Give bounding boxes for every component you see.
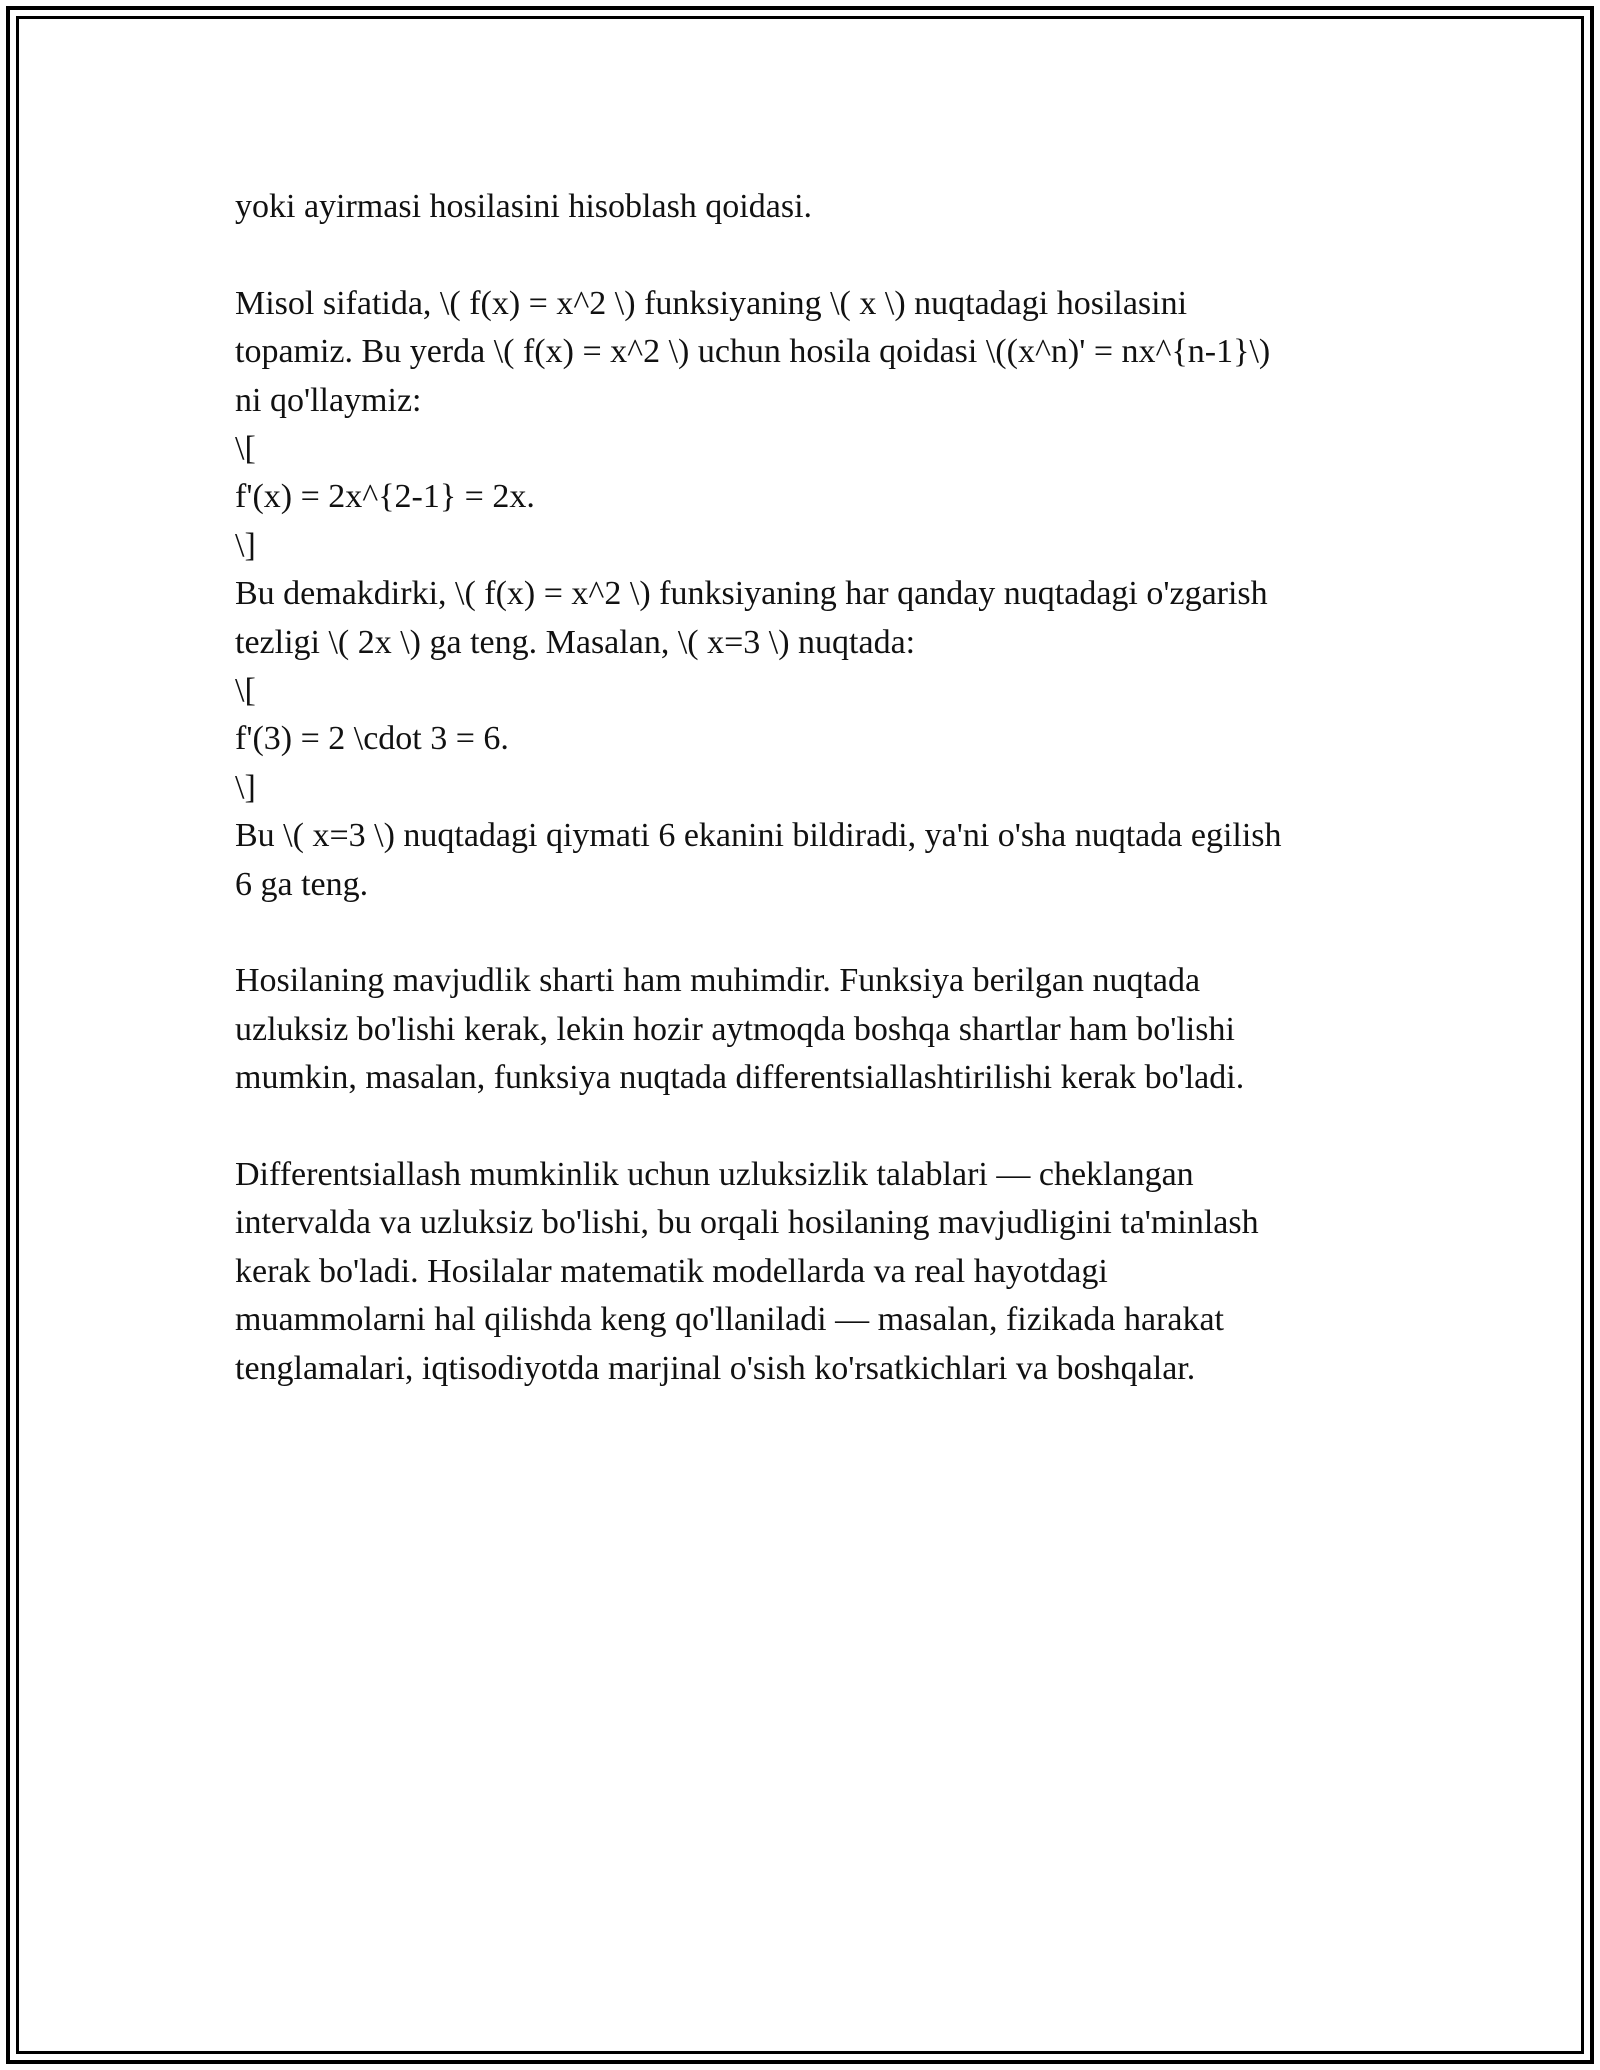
text-line: mumkin, masalan, funksiya nuqtada differentsiallashtirilishi kerak bo'ladi. xyxy=(235,1059,1245,1097)
text-line: kerak bo'ladi. Hosilalar matematik modellarda va real hayotdagi xyxy=(235,1252,1108,1290)
formula-close-delimiter: \] xyxy=(235,526,256,564)
formula-open-delimiter: \[ xyxy=(235,430,256,468)
text-line: muammolarni hal qilishda keng qo'llaniladi — masalan, fizikada harakat xyxy=(235,1301,1224,1339)
text-line: intervalda va uzluksiz bo'lishi, bu orqali hosilaning mavjudligini ta'minlash xyxy=(235,1204,1259,1242)
text-line: Hosilaning mavjudlik sharti ham muhimdir. Funksiya berilgan nuqtada xyxy=(235,962,1201,1000)
text-line: uzluksiz bo'lishi kerak, lekin hozir aytmoqda boshqa shartlar ham bo'lishi xyxy=(235,1010,1235,1048)
formula-line: f'(x) = 2x^{2-1} = 2x. xyxy=(235,478,535,516)
document-body xyxy=(235,183,1380,1442)
formula-open-delimiter: \[ xyxy=(235,672,256,710)
formula-close-delimiter: \] xyxy=(235,768,256,806)
text-line: topamiz. Bu yerda \( f(x) = x^2 \) uchun hosila qoidasi \((x^n)' = nx^{n-1}\) xyxy=(235,333,1271,371)
text-line: yoki ayirmasi hosilasini hisoblash qoidasi. xyxy=(235,188,813,225)
paragraph-existence-condition xyxy=(235,957,1380,1102)
text-line: Bu \( x=3 \) nuqtadagi qiymati 6 ekanini bildiradi, ya'ni o'sha nuqtada egilish xyxy=(235,817,1282,855)
text-line: 6 ga teng. xyxy=(235,865,369,903)
formula-line: f'(3) = 2 \cdot 3 = 6. xyxy=(235,720,509,758)
text-line: Differentsiallash mumkinlik uchun uzluksizlik talablari — cheklangan xyxy=(235,1156,1194,1194)
text-line: ni qo'llaymiz: xyxy=(235,381,422,419)
text-line: tezligi \( 2x \) ga teng. Masalan, \( x=3 \) nuqtada: xyxy=(235,623,916,661)
paragraph-intro-fragment xyxy=(235,183,1380,231)
text-line: Misol sifatida, \( f(x) = x^2 \) funksiyaning \( x \) nuqtadagi hosilasini xyxy=(235,284,1188,322)
text-line: Bu demakdirki, \( f(x) = x^2 \) funksiyaning har qanday nuqtadagi o'zgarish xyxy=(235,575,1268,613)
text-line: tenglamalari, iqtisodiyotda marjinal o'sish ko'rsatkichlari va boshqalar. xyxy=(235,1349,1196,1387)
paragraph-derivative-example xyxy=(235,280,1380,909)
paragraph-differentiability-requirements xyxy=(235,1151,1380,1393)
